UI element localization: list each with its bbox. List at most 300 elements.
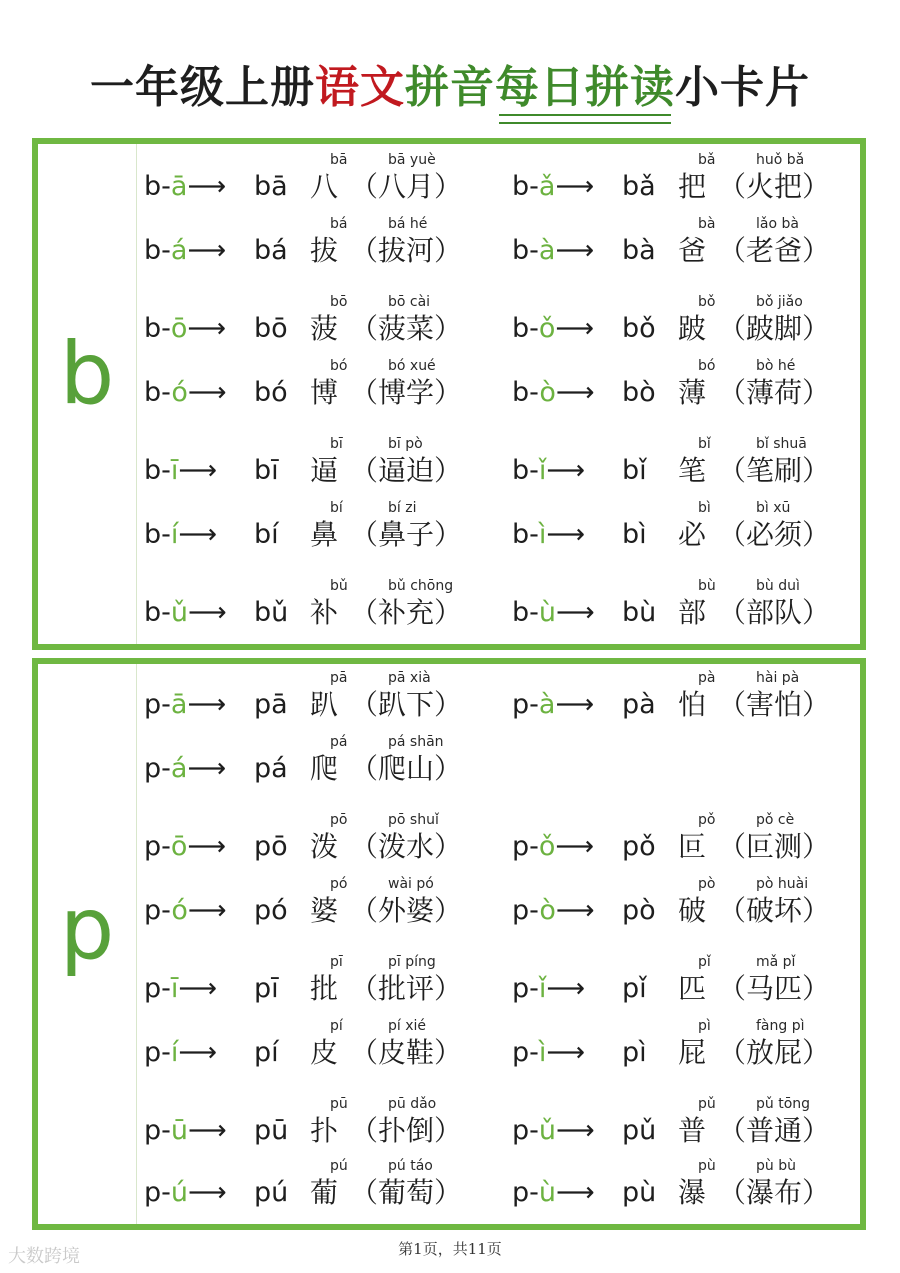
toned-vowel: ò [539,895,556,926]
dash: - [529,171,539,202]
example-word: （叵测） [718,830,831,863]
toned-vowel: ǐ [538,973,547,1004]
spelling [144,170,237,204]
syllable: pà [622,689,656,720]
character: 葡 [310,1176,339,1209]
arrow: ⟶ [555,313,593,344]
word-pinyin: wài pó [388,876,434,892]
dash: - [529,597,539,628]
character-pinyin: bǔ [330,578,348,594]
arrow: ⟶ [187,377,225,408]
character: 补 [310,596,339,629]
syllable: pò [622,895,656,926]
character: 跛 [678,312,707,345]
character: 薄 [678,376,707,409]
syllable: bō [254,313,288,344]
pinyin-entry [512,954,872,1014]
spelling [512,170,605,204]
character-pinyin: bǎ [698,152,716,168]
consonant: p [144,831,162,862]
consonant: b [512,597,530,628]
character-pinyin: bā [330,152,348,168]
character-pinyin: pì [698,1018,711,1034]
dash: - [161,377,172,408]
character-pinyin: bì [698,500,711,516]
word-pinyin: mǎ pǐ [756,954,796,970]
spelling [144,596,238,630]
arrow: ⟶ [187,753,225,784]
word-pinyin: bò hé [756,358,796,374]
syllable: bǔ [254,597,289,628]
toned-vowel: ī [170,973,179,1004]
character-pinyin: pò [698,876,716,892]
example-word: （放屁） [718,1036,831,1069]
toned-vowel: ǒ [538,313,556,344]
character-pinyin: bǐ [698,436,711,452]
pinyin-entry [144,500,504,560]
arrow: ⟶ [555,831,593,862]
arrow: ⟶ [187,313,225,344]
spelling [144,376,238,410]
spelling [144,830,237,864]
character-pinyin: pō [330,812,348,828]
arrow: ⟶ [556,597,593,628]
character: 菠 [310,312,339,345]
consonant: p [144,1115,162,1146]
syllable: pā [254,689,288,720]
character-pinyin: pí [330,1018,343,1034]
arrow: ⟶ [546,455,584,486]
word-pinyin: pī píng [388,954,436,970]
word-pinyin: huǒ bǎ [756,152,805,168]
example-word: （批评） [350,972,463,1005]
dash: - [529,235,539,266]
title-segment: 一年级上册 [90,62,315,113]
spelling [512,312,605,346]
dash: - [161,235,171,266]
word-pinyin: pā xià [388,670,431,686]
word-pinyin: hài pà [756,670,800,686]
syllable: bì [622,519,647,550]
arrow: ⟶ [546,519,584,550]
character: 皮 [310,1036,339,1069]
pinyin-entry [144,436,504,496]
example-word: （老爸） [718,234,831,267]
consonant: p [512,1037,530,1068]
consonant: p [144,689,162,720]
example-word: （薄荷） [718,376,831,409]
character-pinyin: bō [330,294,348,310]
dash: - [161,753,171,784]
character: 批 [310,972,339,1005]
word-pinyin: pù bù [756,1158,796,1174]
consonant: p [512,895,530,926]
character: 扑 [310,1114,339,1147]
toned-vowel: ǎ [538,171,556,202]
character: 普 [678,1114,707,1147]
dash: - [529,1037,539,1068]
syllable: bá [254,235,288,266]
consonant: b [512,313,530,344]
arrow: ⟶ [556,1115,593,1146]
syllable: pǒ [622,831,656,862]
arrow: ⟶ [178,1037,216,1068]
syllable: bā [254,171,288,202]
pinyin-entry [512,876,872,936]
pinyin-entry [512,1096,872,1156]
arrow: ⟶ [555,235,593,266]
consonant: p [512,1115,530,1146]
consonant: p [512,973,530,1004]
pinyin-entry [144,358,504,418]
syllable: pú [254,1177,289,1208]
syllable: pō [254,831,288,862]
spelling [144,234,237,268]
example-word: （笔刷） [718,454,831,487]
consonant: b [512,377,530,408]
consonant: p [512,1177,530,1208]
example-word: （外婆） [350,894,463,927]
example-word: （八月） [350,170,463,203]
character-pinyin: pǐ [698,954,711,970]
character: 八 [310,170,339,203]
toned-vowel: ì [538,519,547,550]
pinyin-entry [144,216,504,276]
letter-column [38,144,137,644]
character-pinyin: pó [330,876,348,892]
character-pinyin: pī [330,954,343,970]
syllable: pù [622,1177,657,1208]
character: 叵 [678,830,707,863]
dash: - [161,1177,171,1208]
example-word: （补充） [350,596,463,629]
word-pinyin: pò huài [756,876,809,892]
title-segment: 每日拼读 [495,58,675,118]
consonant: b [144,235,162,266]
example-word: （火把） [718,170,831,203]
spelling [144,1114,238,1148]
word-pinyin: fàng pì [756,1018,805,1034]
dash: - [161,519,171,550]
dash: - [529,455,539,486]
arrow: ⟶ [188,1177,225,1208]
spelling [512,454,596,488]
toned-vowel: ù [538,1177,557,1208]
arrow: ⟶ [187,171,225,202]
arrow: ⟶ [187,689,225,720]
toned-vowel: ī [170,455,179,486]
example-word: （瀑布） [718,1176,831,1209]
syllable: bò [622,377,656,408]
spelling [144,1176,238,1210]
dash: - [529,1177,539,1208]
pinyin-entry [512,500,872,560]
spelling [512,234,605,268]
character-pinyin: pà [698,670,716,686]
pinyin-entry [512,1158,872,1218]
dash: - [529,519,539,550]
consonant: p [144,753,162,784]
pinyin-entry [144,152,504,212]
character-pinyin: pǒ [698,812,716,828]
consonant: b [144,313,162,344]
card-b [32,138,866,650]
toned-vowel: í [170,519,179,550]
dash: - [161,895,172,926]
character: 博 [310,376,339,409]
example-word: （普通） [718,1114,831,1147]
toned-vowel: ǔ [170,597,189,628]
consonant: p [144,1177,162,1208]
spelling [144,972,228,1006]
example-word: （皮鞋） [350,1036,463,1069]
spelling [144,518,228,552]
pinyin-entry [144,670,504,730]
arrow: ⟶ [178,455,216,486]
character-pinyin: bó [698,358,716,374]
dash: - [529,895,540,926]
toned-vowel: ó [171,377,188,408]
word-pinyin: bá hé [388,216,428,232]
toned-vowel: ō [170,313,188,344]
arrow: ⟶ [555,377,593,408]
character-pinyin: pù [698,1158,716,1174]
example-word: （部队） [718,596,831,629]
word-pinyin: pō shuǐ [388,812,439,828]
word-pinyin: pú táo [388,1158,433,1174]
dash: - [161,313,171,344]
example-word: （马匹） [718,972,831,1005]
pinyin-entry [144,876,504,936]
consonant: p [512,689,530,720]
consonant: b [512,171,530,202]
character: 屁 [678,1036,707,1069]
consonant: b [144,597,162,628]
pinyin-entry [144,954,504,1014]
word-pinyin: pǔ tōng [756,1096,811,1112]
title-segment: 语文 [315,62,405,113]
consonant: b [144,519,162,550]
word-pinyin: bī pò [388,436,423,452]
character: 拔 [310,234,339,267]
toned-vowel: ō [170,831,188,862]
character: 爸 [678,234,707,267]
example-word: （泼水） [350,830,463,863]
character: 匹 [678,972,707,1005]
syllable: pí [254,1037,279,1068]
spelling [144,454,228,488]
spelling [512,972,596,1006]
card-p [32,658,866,1230]
pinyin-entry [512,216,872,276]
character: 爬 [310,752,339,785]
character-pinyin: pá [330,734,348,750]
arrow: ⟶ [556,1177,593,1208]
example-word: （菠菜） [350,312,463,345]
word-pinyin: pá shān [388,734,444,750]
spelling [144,312,237,346]
dash: - [529,689,539,720]
dash: - [161,171,171,202]
syllable: bù [622,597,657,628]
example-word: （破坏） [718,894,831,927]
toned-vowel: ù [538,597,557,628]
word-pinyin: bí zi [388,500,417,516]
spelling [144,894,238,928]
consonant: b [512,235,530,266]
character-pinyin: bà [698,216,716,232]
consonant: p [144,1037,162,1068]
character-pinyin: pā [330,670,348,686]
dash: - [161,1115,171,1146]
toned-vowel: ó [171,895,188,926]
character: 泼 [310,830,339,863]
pinyin-entry [144,578,504,638]
pinyin-entry [144,294,504,354]
character: 部 [678,596,707,629]
character-pinyin: bá [330,216,348,232]
character: 笔 [678,454,707,487]
dash: - [529,313,539,344]
toned-vowel: ò [539,377,556,408]
example-word: （必须） [718,518,831,551]
character: 逼 [310,454,339,487]
toned-vowel: ū [170,1115,189,1146]
spelling [512,376,606,410]
pinyin-entry [144,1158,504,1218]
consonant: b [512,519,530,550]
letter-column [38,664,137,1224]
example-word: （葡萄） [350,1176,463,1209]
arrow: ⟶ [546,973,584,1004]
toned-vowel: í [170,1037,179,1068]
consonant: p [144,895,162,926]
word-pinyin: bì xū [756,500,791,516]
syllable: pǐ [622,973,647,1004]
arrow: ⟶ [188,597,225,628]
title-segment: 小卡片 [675,62,810,113]
spelling [512,1176,606,1210]
pinyin-entry [512,436,872,496]
spelling [512,688,605,722]
page-title [0,58,900,118]
example-word: （拔河） [350,234,463,267]
arrow: ⟶ [178,519,216,550]
syllable: pī [254,973,279,1004]
spelling [144,688,237,722]
character-pinyin: pǔ [698,1096,716,1112]
character-pinyin: bó [330,358,348,374]
character: 破 [678,894,707,927]
example-word: （鼻子） [350,518,463,551]
character: 鼻 [310,518,339,551]
character: 婆 [310,894,339,927]
spelling [512,894,606,928]
syllable: bǎ [622,171,656,202]
example-word: （扑倒） [350,1114,463,1147]
dash: - [161,831,171,862]
syllable: pó [254,895,288,926]
word-pinyin: pǒ cè [756,812,795,828]
syllable: bī [254,455,279,486]
consonant: b [144,171,162,202]
toned-vowel: ā [170,689,188,720]
pinyin-entry [144,1096,504,1156]
arrow: ⟶ [187,831,225,862]
dash: - [161,597,171,628]
syllable: pǔ [622,1115,657,1146]
arrow: ⟶ [187,895,225,926]
word-pinyin: bā yuè [388,152,436,168]
toned-vowel: à [538,689,556,720]
big-letter: b [59,324,115,424]
dash: - [529,377,540,408]
toned-vowel: ǐ [538,455,547,486]
title-segment: 拼音 [405,62,495,113]
example-word: （博学） [350,376,463,409]
consonant: p [512,831,530,862]
syllable: pá [254,753,288,784]
arrow: ⟶ [555,895,593,926]
consonant: p [144,973,162,1004]
example-word: （害怕） [718,688,831,721]
syllable: pū [254,1115,289,1146]
arrow: ⟶ [546,1037,584,1068]
character: 怕 [678,688,707,721]
toned-vowel: á [170,753,188,784]
word-pinyin: lǎo bà [756,216,799,232]
toned-vowel: á [170,235,188,266]
arrow: ⟶ [187,235,225,266]
syllable: bǐ [622,455,647,486]
word-pinyin: pí xié [388,1018,427,1034]
syllable: bí [254,519,279,550]
dash: - [161,689,171,720]
toned-vowel: ǒ [538,831,556,862]
pinyin-entry [512,294,872,354]
spelling [512,1036,596,1070]
character-pinyin: bí [330,500,343,516]
syllable: bǒ [622,313,656,344]
toned-vowel: ā [170,171,188,202]
pinyin-entry [512,578,872,638]
word-pinyin: bǐ shuā [756,436,807,452]
consonant: b [144,377,162,408]
example-word: （爬山） [350,752,463,785]
character: 趴 [310,688,339,721]
character: 必 [678,518,707,551]
consonant: b [512,455,530,486]
pinyin-entry [144,734,504,794]
arrow: ⟶ [188,1115,225,1146]
dash: - [529,831,539,862]
spelling [512,1114,606,1148]
word-pinyin: pū dǎo [388,1096,437,1112]
dash: - [529,973,539,1004]
spelling [512,830,605,864]
character-pinyin: pū [330,1096,348,1112]
toned-vowel: ǔ [538,1115,557,1146]
toned-vowel: ú [170,1177,189,1208]
arrow: ⟶ [555,689,593,720]
toned-vowel: à [538,235,556,266]
character-pinyin: bù [698,578,716,594]
pinyin-entry [512,1018,872,1078]
big-letter: p [59,879,115,979]
word-pinyin: bǒ jiǎo [756,294,803,310]
arrow: ⟶ [178,973,216,1004]
example-word: （趴下） [350,688,463,721]
